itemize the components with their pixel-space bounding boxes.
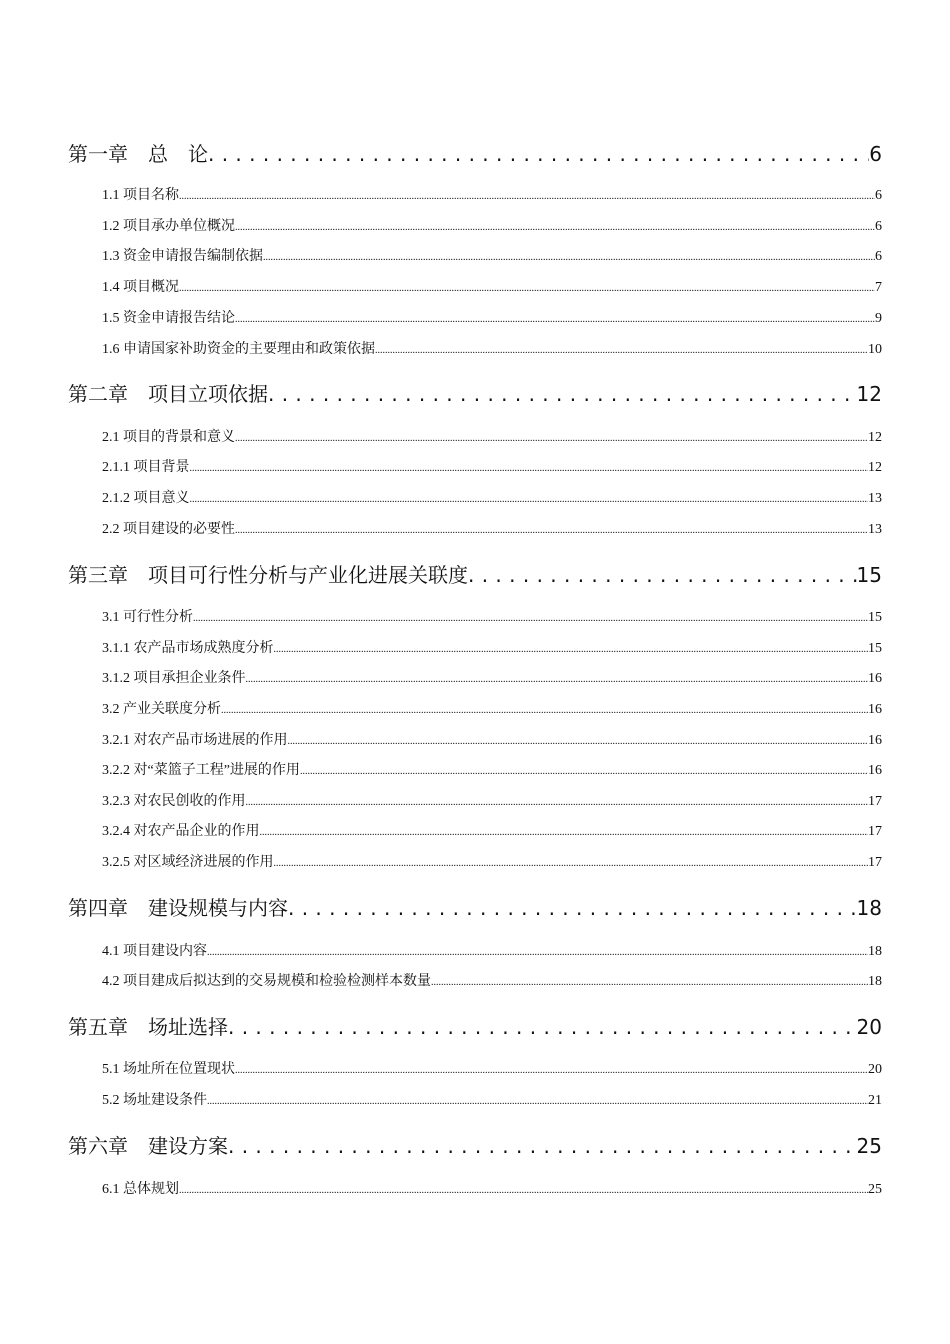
toc-leader-dots bbox=[274, 858, 869, 869]
toc-leader-dots bbox=[179, 191, 875, 202]
toc-entry-page: 16 bbox=[868, 702, 882, 717]
toc-leader-dots bbox=[431, 977, 868, 988]
toc-chapter-4[interactable] bbox=[68, 892, 882, 922]
toc-section-2-2[interactable] bbox=[102, 518, 882, 540]
toc-section-1-6[interactable] bbox=[102, 338, 882, 360]
toc-leader-dots bbox=[221, 705, 868, 716]
toc-leader-dots bbox=[235, 433, 868, 444]
toc-leader-dots bbox=[179, 1185, 868, 1196]
toc-entry-title: 3.2.2 对“菜篮子工程”进展的作用 bbox=[102, 763, 300, 778]
toc-entry-title: 第二章 项目立项依据 bbox=[68, 382, 268, 406]
toc-leader-dots bbox=[246, 674, 869, 685]
toc-entry-page: 16 bbox=[868, 671, 882, 686]
toc-leader-dots bbox=[288, 896, 857, 920]
toc-section-3-2-5[interactable] bbox=[102, 851, 882, 873]
toc-entry-title: 2.1.2 项目意义 bbox=[102, 491, 190, 506]
toc-leader-dots bbox=[468, 563, 857, 587]
toc-entry-title: 1.5 资金申请报告结论 bbox=[102, 311, 235, 326]
toc-chapter-1[interactable] bbox=[68, 138, 882, 168]
toc-leader-dots bbox=[190, 494, 869, 505]
toc-entry-page: 25 bbox=[856, 1134, 882, 1158]
toc-entry-title: 2.2 项目建设的必要性 bbox=[102, 522, 235, 537]
toc-entry-page: 9 bbox=[875, 311, 882, 326]
toc-entry-page: 13 bbox=[868, 491, 882, 506]
toc-section-1-4[interactable] bbox=[102, 276, 882, 298]
toc-leader-dots bbox=[268, 382, 857, 406]
toc-entry-page: 10 bbox=[868, 342, 882, 357]
toc-entry-page: 12 bbox=[868, 430, 882, 445]
toc-leader-dots bbox=[235, 314, 875, 325]
toc-section-1-1[interactable] bbox=[102, 184, 882, 206]
toc-entry-page: 16 bbox=[868, 733, 882, 748]
toc-entry-title: 5.1 场址所在位置现状 bbox=[102, 1062, 235, 1077]
toc-entry-page: 17 bbox=[868, 794, 882, 809]
toc-entry-page: 13 bbox=[868, 522, 882, 537]
toc-entry-title: 3.2.1 对农产品市场进展的作用 bbox=[102, 733, 288, 748]
toc-section-1-3[interactable] bbox=[102, 245, 882, 267]
toc-leader-dots bbox=[235, 222, 875, 233]
toc-entry-page: 17 bbox=[868, 855, 882, 870]
toc-entry-title: 5.2 场址建设条件 bbox=[102, 1093, 207, 1108]
toc-entry-page: 21 bbox=[868, 1093, 882, 1108]
toc-entry-title: 4.1 项目建设内容 bbox=[102, 944, 207, 959]
toc-entry-title: 1.1 项目名称 bbox=[102, 188, 179, 203]
toc-entry-page: 17 bbox=[868, 824, 882, 839]
toc-entry-title: 第五章 场址选择 bbox=[68, 1015, 228, 1039]
toc-section-3-1-2[interactable] bbox=[102, 667, 882, 689]
toc-entry-title: 第四章 建设规模与内容 bbox=[68, 896, 288, 920]
toc-section-3-2-4[interactable] bbox=[102, 820, 882, 842]
toc-leader-dots bbox=[190, 463, 869, 474]
toc-leader-dots bbox=[288, 736, 869, 747]
toc-entry-page: 20 bbox=[868, 1062, 882, 1077]
toc-leader-dots bbox=[263, 252, 875, 263]
toc-leader-dots bbox=[246, 797, 869, 808]
toc-entry-page: 15 bbox=[868, 641, 882, 656]
toc-entry-title: 1.3 资金申请报告编制依据 bbox=[102, 249, 263, 264]
toc-leader-dots bbox=[274, 644, 869, 655]
toc-section-5-1[interactable] bbox=[102, 1058, 882, 1080]
toc-leader-dots bbox=[179, 283, 875, 294]
toc-entry-title: 第一章 总 论 bbox=[68, 142, 208, 166]
toc-entry-page: 6 bbox=[875, 188, 882, 203]
toc-section-3-2-3[interactable] bbox=[102, 790, 882, 812]
toc-chapter-5[interactable] bbox=[68, 1011, 882, 1041]
toc-section-2-1-1[interactable] bbox=[102, 456, 882, 478]
toc-section-4-1[interactable] bbox=[102, 940, 882, 962]
toc-leader-dots bbox=[235, 1065, 868, 1076]
toc-section-4-2[interactable] bbox=[102, 970, 882, 992]
toc-entry-title: 3.1.1 农产品市场成熟度分析 bbox=[102, 641, 274, 656]
toc-entry-title: 6.1 总体规划 bbox=[102, 1182, 179, 1197]
toc-entry-page: 18 bbox=[856, 896, 882, 920]
toc-entry-title: 3.1 可行性分析 bbox=[102, 610, 193, 625]
toc-entry-title: 1.4 项目概况 bbox=[102, 280, 179, 295]
toc-section-6-1[interactable] bbox=[102, 1178, 882, 1200]
toc-section-1-2[interactable] bbox=[102, 215, 882, 237]
toc-entry-title: 1.6 申请国家补助资金的主要理由和政策依据 bbox=[102, 342, 375, 357]
toc-section-3-2-2[interactable] bbox=[102, 759, 882, 781]
toc-entry-title: 2.1 项目的背景和意义 bbox=[102, 430, 235, 445]
toc-section-3-2[interactable] bbox=[102, 698, 882, 720]
toc-leader-dots bbox=[207, 1096, 868, 1107]
toc-entry-title: 1.2 项目承办单位概况 bbox=[102, 219, 235, 234]
toc-section-1-5[interactable] bbox=[102, 307, 882, 329]
toc-entry-page: 6 bbox=[875, 249, 882, 264]
toc-section-2-1[interactable] bbox=[102, 426, 882, 448]
toc-entry-title: 2.1.1 项目背景 bbox=[102, 460, 190, 475]
toc-chapter-6[interactable] bbox=[68, 1130, 882, 1160]
toc-entry-page: 15 bbox=[856, 563, 882, 587]
toc-leader-dots bbox=[193, 613, 868, 624]
toc-leader-dots bbox=[208, 142, 869, 166]
toc-leader-dots bbox=[235, 525, 868, 536]
toc-entry-page: 16 bbox=[868, 763, 882, 778]
toc-entry-title: 3.2.5 对区域经济进展的作用 bbox=[102, 855, 274, 870]
toc-entry-title: 3.1.2 项目承担企业条件 bbox=[102, 671, 246, 686]
toc-section-3-1-1[interactable] bbox=[102, 637, 882, 659]
toc-entry-page: 18 bbox=[868, 974, 882, 989]
toc-leader-dots bbox=[207, 947, 868, 958]
toc-leader-dots bbox=[260, 827, 869, 838]
toc-entry-page: 12 bbox=[868, 460, 882, 475]
toc-entry-page: 25 bbox=[868, 1182, 882, 1197]
toc-entry-page: 6 bbox=[869, 142, 882, 166]
toc-entry-title: 第三章 项目可行性分析与产业化进展关联度 bbox=[68, 563, 468, 587]
toc-entry-page: 15 bbox=[868, 610, 882, 625]
toc-entry-page: 6 bbox=[875, 219, 882, 234]
toc-leader-dots bbox=[228, 1134, 857, 1158]
toc-entry-title: 第六章 建设方案 bbox=[68, 1134, 228, 1158]
toc-entry-title: 3.2.3 对农民创收的作用 bbox=[102, 794, 246, 809]
toc-section-2-1-2[interactable] bbox=[102, 487, 882, 509]
toc-chapter-2[interactable] bbox=[68, 378, 882, 408]
toc-section-3-1[interactable] bbox=[102, 606, 882, 628]
toc-entry-page: 7 bbox=[875, 280, 882, 295]
toc-entry-title: 3.2.4 对农产品企业的作用 bbox=[102, 824, 260, 839]
toc-leader-dots bbox=[228, 1015, 857, 1039]
toc-entry-page: 20 bbox=[856, 1015, 882, 1039]
toc-entry-page: 18 bbox=[868, 944, 882, 959]
toc-chapter-3[interactable] bbox=[68, 559, 882, 589]
toc-entry-title: 3.2 产业关联度分析 bbox=[102, 702, 221, 717]
toc-entry-page: 12 bbox=[856, 382, 882, 406]
toc-section-5-2[interactable] bbox=[102, 1089, 882, 1111]
toc-leader-dots bbox=[300, 766, 868, 777]
toc-section-3-2-1[interactable] bbox=[102, 729, 882, 751]
toc-entry-title: 4.2 项目建成后拟达到的交易规模和检验检测样本数量 bbox=[102, 974, 431, 989]
toc-leader-dots bbox=[375, 345, 868, 356]
